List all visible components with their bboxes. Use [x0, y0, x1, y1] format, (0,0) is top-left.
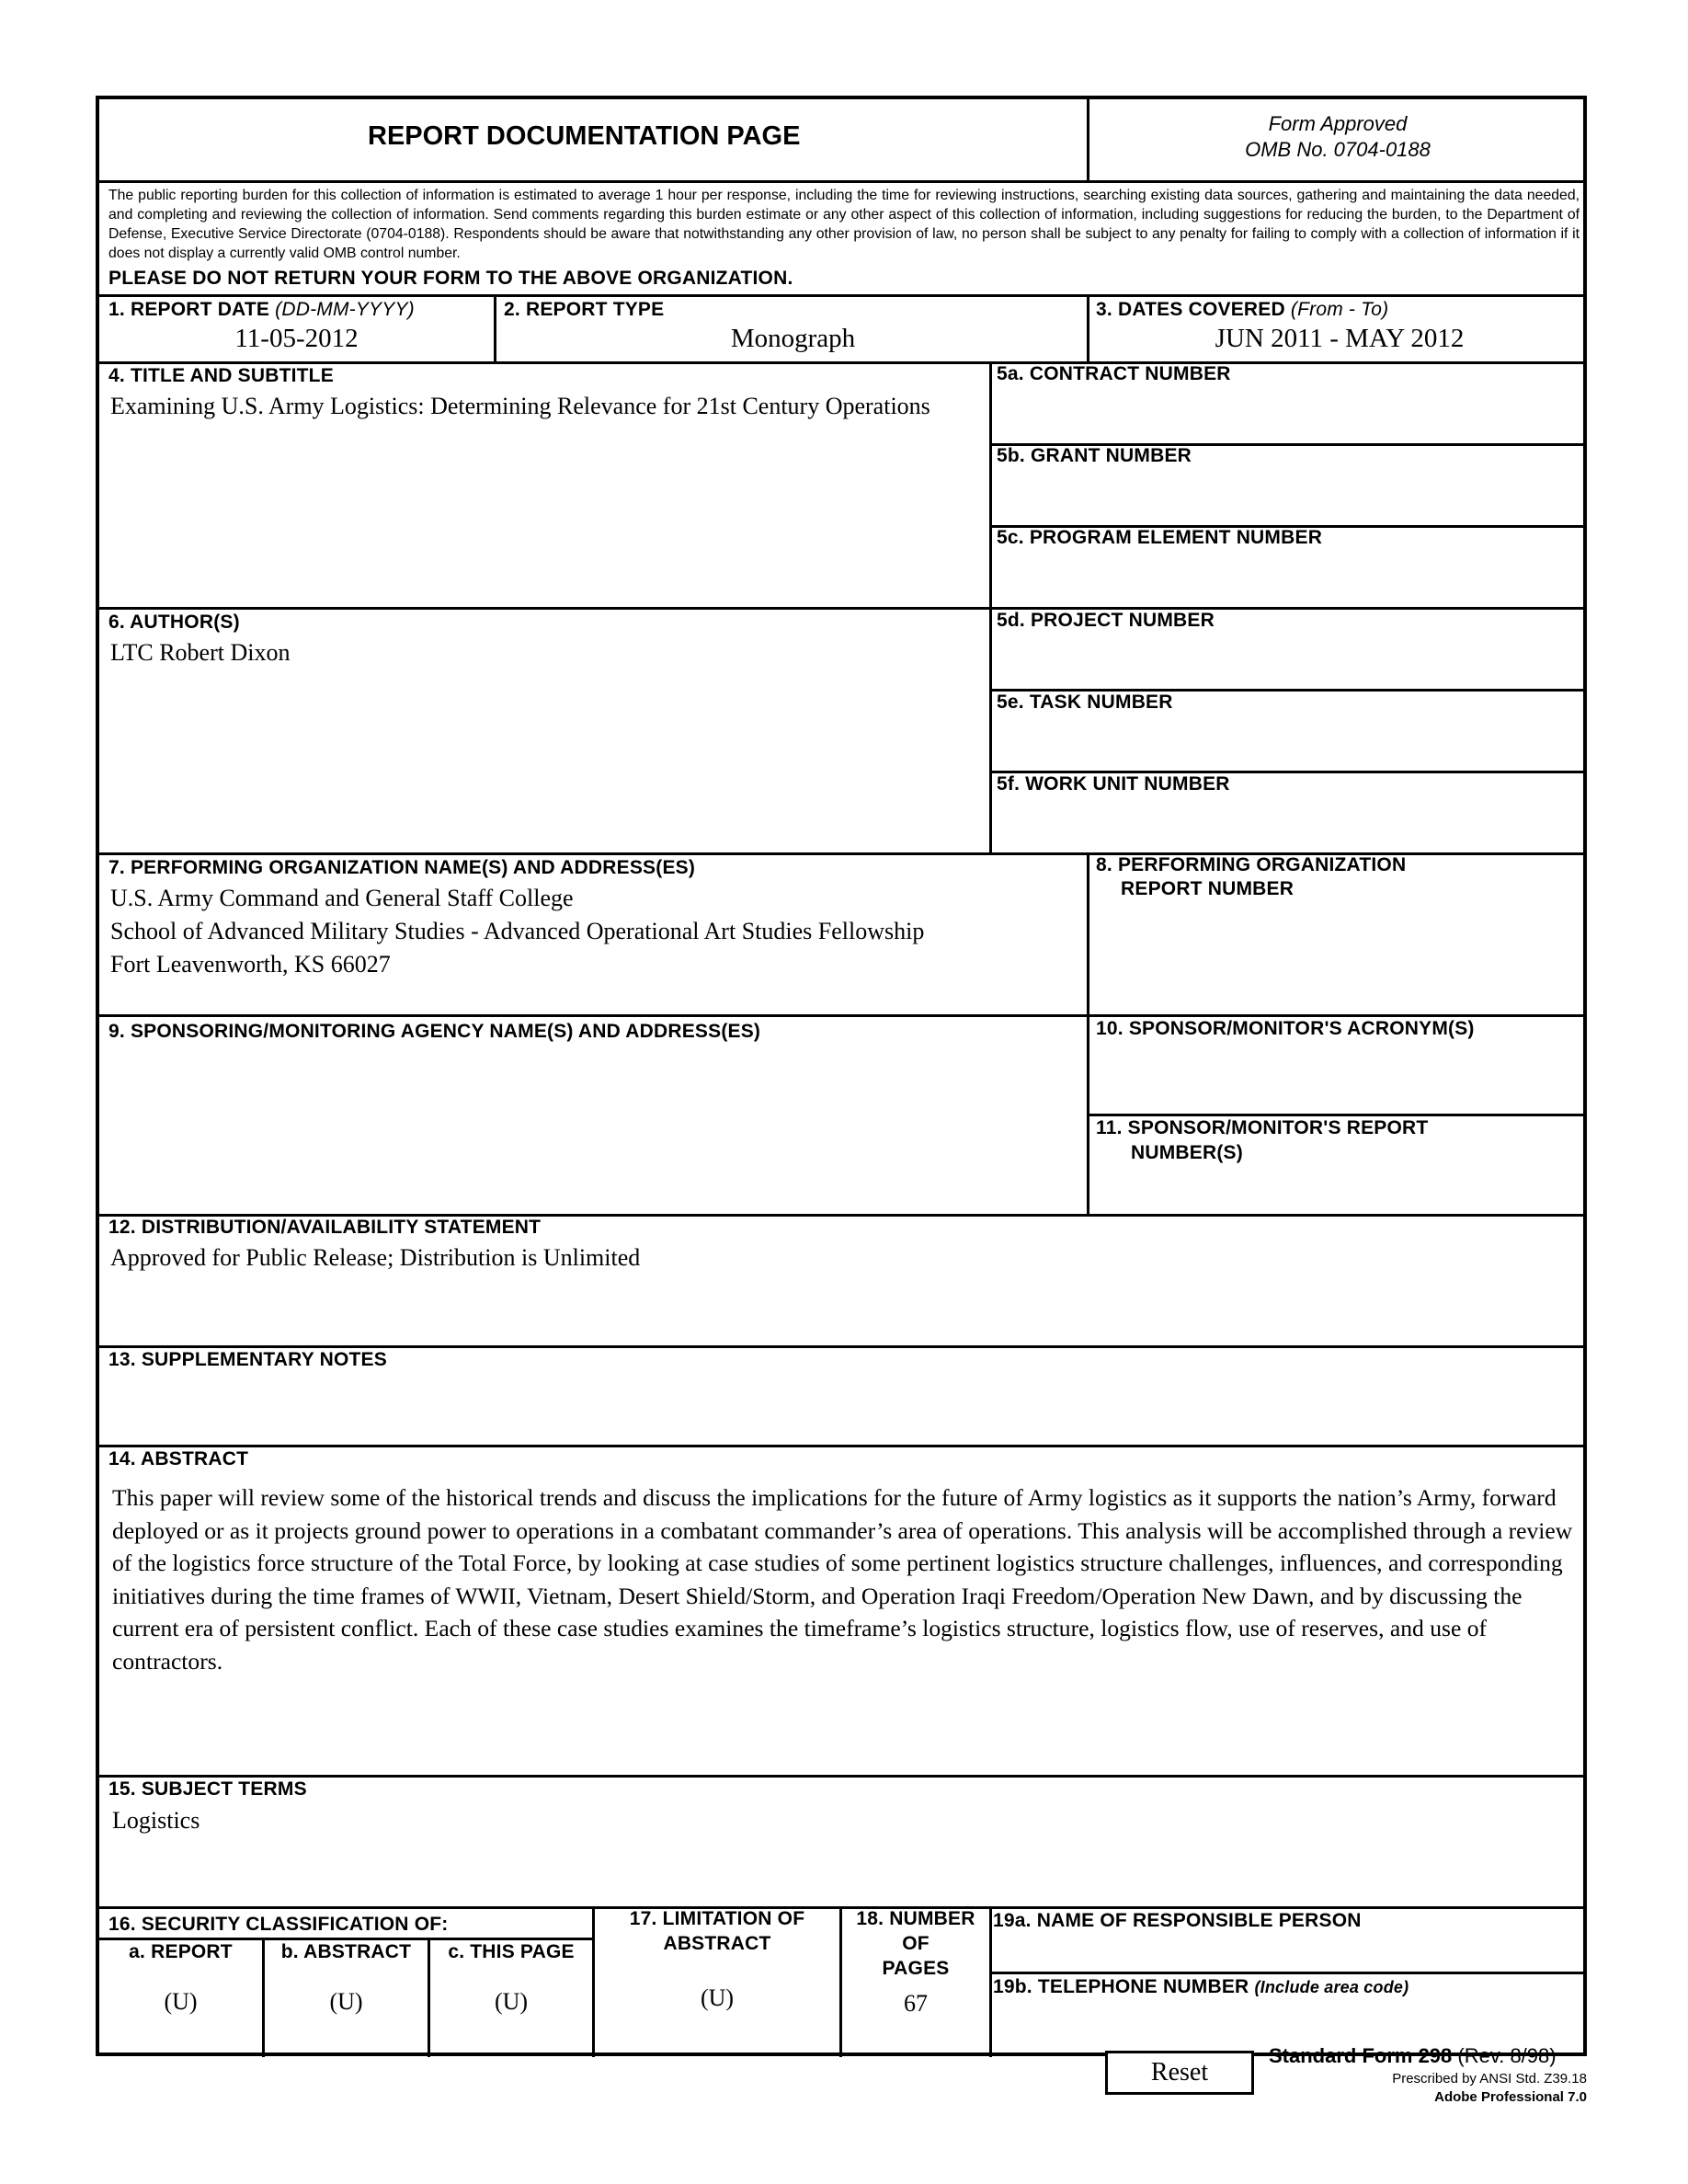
software-text: Adobe Professional 7.0 [1434, 2089, 1587, 2105]
authors-field[interactable]: LTC Robert Dixon [110, 639, 291, 666]
telephone-number-label: 19b. TELEPHONE NUMBER (Include area code) [993, 1976, 1409, 1997]
sponsor-report-number-label: 11. SPONSOR/MONITOR'S REPORT [1096, 1117, 1429, 1138]
responsible-person-label: 19a. NAME OF RESPONSIBLE PERSON [993, 1910, 1362, 1931]
rule-title-bottom [96, 607, 1587, 610]
performing-org-label: 7. PERFORMING ORGANIZATION NAME(S) AND ADDRESS(ES) [108, 857, 696, 878]
subject-terms-label: 15. SUBJECT TERMS [108, 1778, 307, 1800]
rule-f2-divider [1087, 294, 1089, 361]
number-of-pages-label: 18. NUMBER [856, 1908, 975, 1929]
performing-org-line[interactable]: School of Advanced Military Studies - Advanced Operational Art Studies Fellowship [110, 918, 925, 944]
rule-13-bottom [96, 1445, 1587, 1447]
number-of-pages-label-line3: PAGES [882, 1958, 950, 1979]
distribution-statement-label: 12. DISTRIBUTION/AVAILABILITY STATEMENT [108, 1217, 542, 1238]
security-classification-label: 16. SECURITY CLASSIFICATION OF: [108, 1914, 449, 1935]
limitation-of-abstract-field[interactable]: (U) [700, 1984, 735, 2011]
program-element-number-label: 5c. PROGRAM ELEMENT NUMBER [997, 527, 1323, 548]
reset-button[interactable]: Reset [1105, 2051, 1254, 2095]
report-date-label: 1. REPORT DATE (DD-MM-YYYY) [108, 299, 415, 320]
limitation-of-abstract-label-line2: ABSTRACT [663, 1933, 771, 1954]
report-documentation-form [96, 96, 1587, 2056]
standard-form-label: Standard Form 298 (Rev. 8/98) [1269, 2044, 1557, 2067]
number-of-pages-field[interactable]: 67 [904, 1990, 928, 2017]
security-abstract-field[interactable]: (U) [329, 1988, 363, 2015]
sponsoring-agency-label: 9. SPONSORING/MONITORING AGENCY NAME(S) AND ADDRESS(ES) [108, 1021, 761, 1042]
rule-org-bottom [96, 1014, 1587, 1017]
page-title: REPORT DOCUMENTATION PAGE [368, 121, 801, 151]
report-type-field[interactable]: Monograph [730, 324, 856, 353]
sponsor-acronym-label: 10. SPONSOR/MONITOR'S ACRONYM(S) [1096, 1018, 1475, 1039]
title-subtitle-field[interactable]: Examining U.S. Army Logistics: Determining Relevance for 21st Century Operations [110, 393, 930, 419]
performing-org-report-number-label: 8. PERFORMING ORGANIZATION [1096, 854, 1407, 875]
grant-number-label: 5b. GRANT NUMBER [997, 445, 1192, 466]
rule-16-header-bottom [96, 1938, 592, 1940]
rule-14-bottom [96, 1775, 1587, 1778]
sponsor-report-number-label-line2: NUMBER(S) [1131, 1142, 1243, 1163]
rule-18-divider [989, 1906, 992, 2057]
report-type-label: 2. REPORT TYPE [504, 299, 665, 320]
security-report-field[interactable]: (U) [164, 1988, 198, 2015]
rule-12-bottom [96, 1345, 1587, 1348]
rule-row1-top [96, 294, 1587, 297]
report-date-field[interactable]: 11-05-2012 [234, 324, 359, 353]
rule-f7-divider [1087, 852, 1089, 1214]
ansi-prescribed-text: Prescribed by ANSI Std. Z39.18 [1392, 2071, 1587, 2087]
security-abstract-label: b. ABSTRACT [280, 1941, 412, 1962]
contract-number-label: 5a. CONTRACT NUMBER [997, 363, 1231, 384]
number-of-pages-label-line2: OF [902, 1933, 930, 1954]
abstract-field[interactable]: This paper will review some of the historical trends and discuss the implications for the future of Army logistics as it supports the nation’s Army, forward deployed or as it projects ground power to operations in a combatant commander’s area of operations. This analysis will be accomplished through a review of the logistics force structure of the Total Force, by looking at case studies of some pertinent logistics structure challenges, influences, and corresponding initiatives during the time frames of WWII, Vietnam, Desert Shield/Storm, and Operation Iraqi Freedom/Operation New Dawn, and by discussing the current era of persistent conflict. Each of these case studies examines the timeframe’s logistics structure, logistics flow, use of reserves, and use of contractors. [112, 1484, 1573, 1675]
performing-org-line[interactable]: Fort Leavenworth, KS 66027 [110, 951, 391, 978]
telephone-hint: (Include area code) [1254, 1978, 1409, 1996]
dates-covered-hint: (From - To) [1290, 299, 1389, 320]
work-unit-number-label: 5f. WORK UNIT NUMBER [997, 773, 1230, 795]
performing-org-report-number-label-line2: REPORT NUMBER [1121, 878, 1295, 899]
limitation-of-abstract-label: 17. LIMITATION OF [629, 1908, 805, 1929]
rule-19a-bottom [989, 1972, 1587, 1974]
rule-row1-bottom [96, 361, 1587, 364]
dates-covered-field[interactable]: JUN 2011 - MAY 2012 [1215, 324, 1465, 353]
security-this-page-field[interactable]: (U) [494, 1988, 529, 2015]
subject-terms-field[interactable]: Logistics [112, 1807, 200, 1834]
supplementary-notes-label: 13. SUPPLEMENTARY NOTES [108, 1349, 387, 1370]
security-this-page-label: c. THIS PAGE [448, 1941, 575, 1962]
burden-notice: The public reporting burden for this collection of information is estimated to average 1 hour per response, including the time for reviewing instructions, searching existing data sources, gathering and maintaining the data needed, and completing and reviewing the collection of information. Send comments regarding this burden estimate or any other aspect of this collection of information, including suggestions for reducing the burden, to the Department of Defense, Executive Service Directorate (0704-0188). Respondents should be aware that notwithstanding any other provision of law, no person shall be subject to any penalty for failing to comply with a collection of information if it does not display a currently valid OMB control number. [108, 188, 1580, 261]
dates-covered-label: 3. DATES COVERED (From - To) [1096, 299, 1389, 320]
security-report-label: a. REPORT [129, 1941, 233, 1962]
project-number-label: 5d. PROJECT NUMBER [997, 610, 1215, 631]
rule-header-divider [1087, 96, 1089, 180]
task-number-label: 5e. TASK NUMBER [997, 692, 1173, 713]
authors-label: 6. AUTHOR(S) [108, 612, 240, 633]
rule-f1-divider [494, 294, 496, 361]
rule-header-bottom [96, 180, 1587, 183]
rule-10-bottom [1087, 1114, 1587, 1116]
title-subtitle-label: 4. TITLE AND SUBTITLE [108, 365, 334, 386]
form-approved-label: Form Approved [1268, 112, 1408, 135]
omb-number: OMB No. 0704-0188 [1245, 138, 1431, 161]
performing-org-line[interactable]: U.S. Army Command and General Staff College [110, 885, 574, 911]
rule-5-column-divider [989, 361, 992, 852]
abstract-label: 14. ABSTRACT [108, 1448, 249, 1469]
return-warning: PLEASE DO NOT RETURN YOUR FORM TO THE ABOVE ORGANIZATION. [108, 268, 793, 289]
report-date-hint: (DD-MM-YYYY) [275, 299, 415, 320]
distribution-statement-field[interactable]: Approved for Public Release; Distribution is Unlimited [110, 1244, 641, 1271]
